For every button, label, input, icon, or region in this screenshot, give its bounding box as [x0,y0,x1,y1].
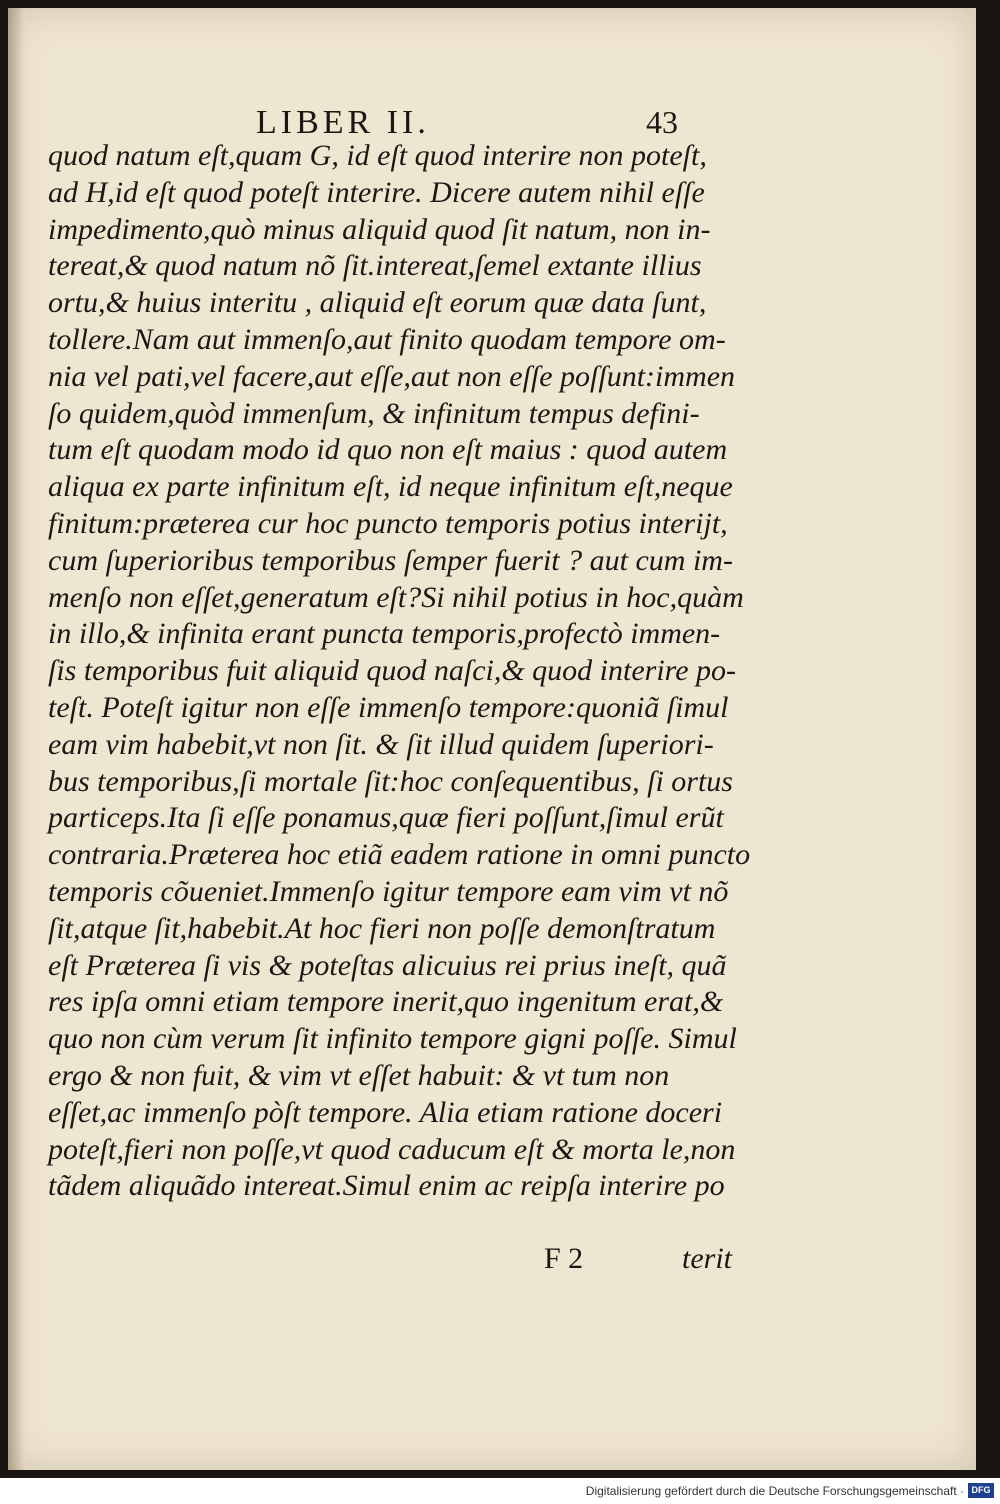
text-line: ſo quidem,quòd immenſum, & infinitum tempus defini- [48,396,700,430]
text-line: ad H,id eſt quod poteſt interire. Dicere autem nihil eſſe [48,175,705,209]
text-line: ſis temporibus fuit aliquid quod naſci,& quod interire po- [48,654,737,688]
text-line: tereat,& quod natum nõ ſit.intereat,ſemel extante illius [48,249,702,283]
text-line: particeps.Ita ſi eſſe ponamus,quæ fieri poſſunt,ſimul erũt [48,801,724,835]
text-line: ſit,atque ſit,habebit.At hoc fieri non poſſe demonſtratum [48,911,716,945]
text-line: poteſt,fieri non poſſe,vt quod caducum eſt & morta le,non [48,1132,736,1166]
text-line: res ipſa omni etiam tempore inerit,quo ingenitum erat,& [48,985,724,1019]
signature-line [8,1242,976,1282]
text-line: tum eſt quodam modo id quo non eſt maius : quod autem [48,433,728,467]
text-line: menſo non eſſet,generatum eſt?Si nihil potius in hoc,quàm [48,580,744,614]
text-line: impedimento,quò minus aliquid quod ſit natum, non in- [48,212,711,246]
footer-credit: Digitalisierung gefördert durch die Deutsche Forschungsgemeinschaft · [585,1484,964,1498]
text-line: eſt Præterea ſi vis & poteſtas alicuius rei prius ineſt, quã [48,948,727,982]
text-line: tãdem aliquãdo intereat.Simul enim ac reipſa interire po [48,1169,725,1203]
text-line: eam vim habebit,vt non ſit. & ſit illud quidem ſuperiori- [48,727,714,761]
text-line: contraria.Præterea hoc etiã eadem ratione in omni puncto [48,838,751,872]
running-head-title: LIBER II. [256,104,430,141]
catchword: terit [682,1242,732,1275]
text-line: bus temporibus,ſi mortale ſit:hoc conſequentibus, ſi ortus [48,764,733,798]
text-line: in illo,& infinita erant puncta temporis,profectò immen- [48,617,721,651]
body-text [48,138,768,1205]
text-line: ortu,& huius interitu , aliquid eſt eorum quæ data ſunt, [48,286,707,320]
text-line: quo non cùm verum ſit infinito tempore gigni poſſe. Simul [48,1022,737,1056]
page-number: 43 [646,104,678,140]
text-line: ergo & non fuit, & vim vt eſſet habuit: & vt tum non [48,1058,670,1092]
text-line: cum ſuperioribus temporibus ſemper fuerit ? aut cum im- [48,543,733,577]
signature-mark: F 2 [544,1242,584,1275]
book-page [8,8,976,1470]
text-line: nia vel pati,vel facere,aut eſſe,aut non eſſe poſſunt:immen [48,359,736,393]
text-line: aliqua ex parte infinitum eſt, id neque infinitum eſt,neque [48,470,733,504]
dfg-logo: DFG [968,1483,994,1498]
text-line: temporis cõueniet.Immenſo igitur tempore eam vim vt nõ [48,874,729,908]
text-line: tollere.Nam aut immenſo,aut finito quodam tempore om- [48,322,726,356]
text-line: finitum:præterea cur hoc puncto temporis potius interijt, [48,506,728,540]
text-line: teſt. Poteſt igitur non eſſe immenſo tempore:quoniã ſimul [48,690,729,724]
text-line: quod natum eſt,quam G, id eſt quod interire non poteſt, [48,139,707,172]
footer-bar [0,1478,1000,1504]
text-line: eſſet,ac immenſo pòſt tempore. Alia etiam ratione doceri [48,1095,723,1129]
